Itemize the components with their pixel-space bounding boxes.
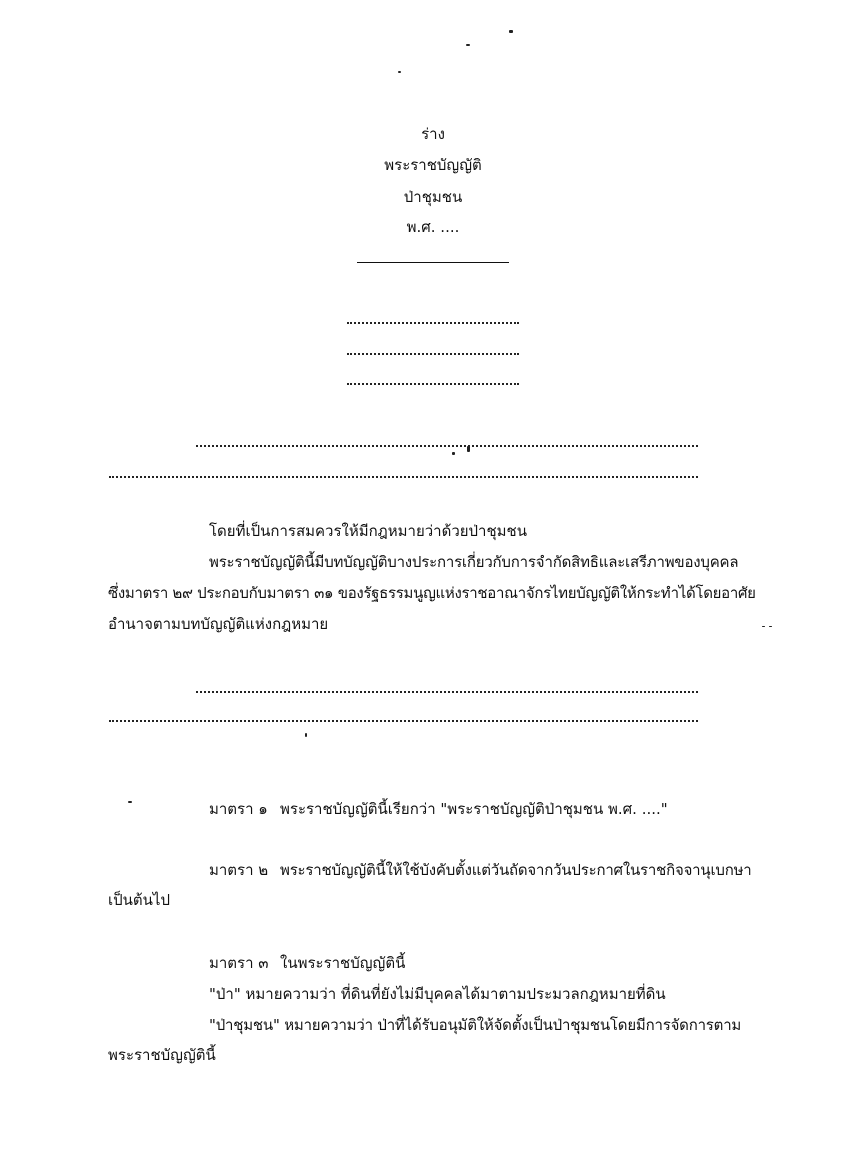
preamble-rights-line: พระราชบัญญัตินี้มีบทบัญญัติบางประการเกี่ยวกับการจำกัดสิทธิและเสรีภาพของบุคคล [209,553,739,571]
scan-speck [305,733,307,737]
section-2-label: มาตรา ๒ [209,861,269,879]
section-2-continuation: เป็นต้นไป [108,891,170,909]
scan-speck [466,44,470,46]
title-underline [357,262,509,263]
scan-speck [467,446,470,452]
section-3-text: ในพระราชบัญญัตินี้ [280,954,406,972]
scan-speck [762,626,765,627]
definition-community-forest: "ป่าชุมชน" หมายความว่า ป่าที่ได้รับอนุมัติให้จัดตั้งเป็นป่าชุมชนโดยมีการจัดการตาม [209,1016,742,1034]
placeholder-dots [347,351,519,355]
act-title: พระราชบัญญัติ [384,156,482,174]
preamble-rights-line: อำนาจตามบทบัญญัติแห่งกฎหมาย [108,615,329,633]
placeholder-dots [109,474,698,478]
section-1-label: มาตรา ๑ [209,800,268,818]
draft-label: ร่าง [421,125,445,143]
preamble-rights-line: ซึ่งมาตรา ๒๙ ประกอบกับมาตรา ๓๑ ของรัฐธรรมนูญแห่งราชอาณาจักรไทยบัญญัติให้กระทำได้โดยอาศัย [108,584,756,602]
scan-speck [398,71,401,73]
definition-forest: "ป่า" หมายความว่า ที่ดินที่ยังไม่มีบุคคลได้มาตามประมวลกฎหมายที่ดิน [209,985,666,1003]
scan-speck [128,801,132,803]
placeholder-dots [196,443,698,447]
placeholder-dots [196,689,698,693]
act-year: พ.ศ. .... [406,218,460,236]
placeholder-dots [347,320,519,324]
placeholder-dots [109,718,698,722]
scan-speck [452,452,455,455]
placeholder-dots [347,381,519,385]
section-1-text: พระราชบัญญัตินี้เรียกว่า "พระราชบัญญัติป่าชุมชน พ.ศ. ...." [280,800,668,818]
section-2-text: พระราชบัญญัตินี้ให้ใช้บังคับตั้งแต่วันถัดจากวันประกาศในราชกิจจานุเบกษา [280,861,752,879]
definition-community-forest-continuation: พระราชบัญญัตินี้ [108,1046,216,1064]
scan-speck [769,626,772,627]
act-subject: ป่าชุมชน [403,188,463,206]
scan-speck [509,30,513,33]
section-3-label: มาตรา ๓ [209,954,269,972]
preamble-intro: โดยที่เป็นการสมควรให้มีกฎหมายว่าด้วยป่าชุมชน [209,522,527,540]
